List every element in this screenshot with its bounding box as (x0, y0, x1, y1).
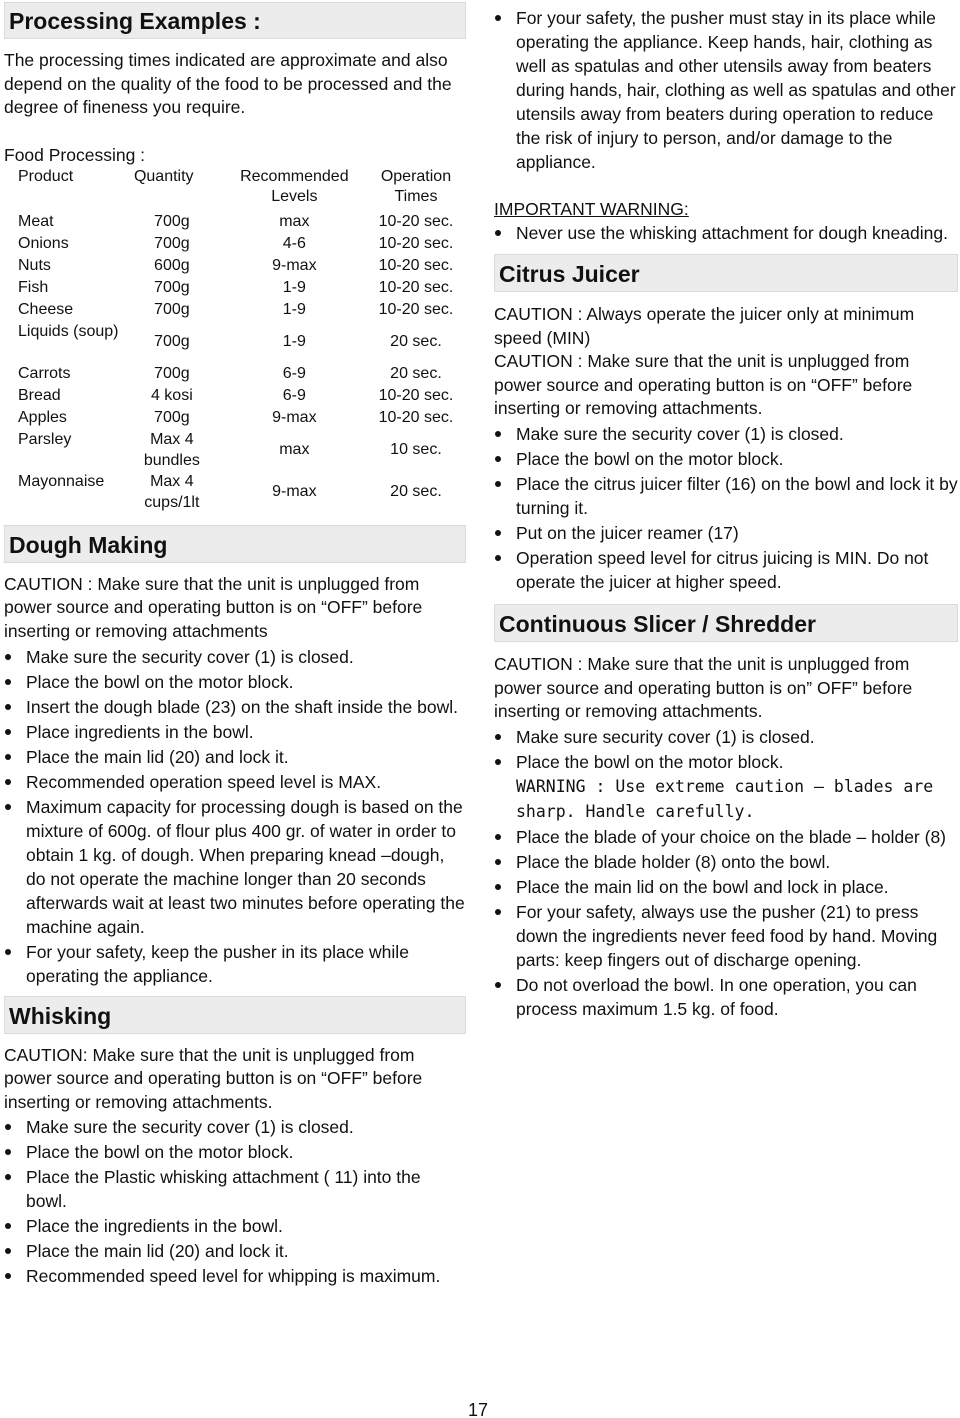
table-row (18, 363, 473, 385)
list-item: Never use the whisking attachment for dough kneading. (494, 221, 958, 245)
cell-level: 6-9 (282, 386, 306, 404)
table-header-row (18, 167, 473, 207)
cell-level: max (279, 212, 310, 230)
list-item: For your safety, always use the pusher (21) to press down the ingredients never feed food by hand. Moving parts: keep fingers out of discharge opening. (494, 900, 958, 972)
list-item: Make sure security cover (1) is closed. (494, 725, 958, 749)
list-item: For your safety, the pusher must stay in its place while operating the appliance. Keep hands, hair, clothing as well as spatulas and other utensils away from beaters during hands, hair, clothing as well as spatulas and other utensils away from beaters during operation to reduce the risk of injury to person, and/or damage to the appliance. (494, 6, 958, 174)
dough-making-heading: Dough Making (4, 525, 466, 563)
list-item: Operation speed level for citrus juicing is MIN. Do not operate the juicer at higher speed. (494, 546, 958, 594)
slicer-steps-list (494, 725, 958, 1021)
cell-level: 4-6 (282, 234, 306, 252)
cell-quantity: 700g (154, 300, 190, 318)
list-item: Insert the dough blade (23) on the shaft inside the bowl. (4, 695, 466, 719)
list-item: Make sure the security cover (1) is closed. (4, 1115, 466, 1139)
cell-time: 10-20 sec. (378, 256, 454, 274)
cell-product: Apples (18, 408, 67, 426)
table-row (18, 429, 473, 471)
important-warning-label: IMPORTANT WARNING: (494, 199, 689, 219)
list-item: Put on the juicer reamer (17) (494, 521, 958, 545)
processing-intro: The processing times indicated are approximate and also depend on the quality of the food to be processed and the degree of fineness you require. (4, 50, 452, 118)
left-column (4, 0, 466, 1289)
dough-steps-list (4, 645, 466, 988)
right-column (494, 6, 958, 1022)
cell-product: Fish (18, 278, 49, 296)
cell-quantity: 700g (154, 234, 190, 252)
slicer-shredder-heading: Continuous Slicer / Shredder (494, 604, 958, 642)
list-item: Place ingredients in the bowl. (4, 720, 466, 744)
slicer-step-text: Place the bowl on the motor block. (516, 751, 784, 772)
citrus-steps-list (494, 422, 958, 594)
slicer-caution: CAUTION : Make sure that the unit is unplugged from power source and operating button is on” OFF” before inserting or removing attachments. (494, 653, 913, 722)
table-row (18, 211, 473, 233)
list-item: Place the blade of your choice on the blade – holder (8) (494, 825, 958, 849)
table-row (18, 321, 473, 363)
table-row (18, 255, 473, 277)
warning-list (494, 221, 958, 245)
list-item: Do not overload the bowl. In one operation, you can process maximum 1.5 kg. of food. (494, 973, 958, 1021)
whisking-caution: CAUTION: Make sure that the unit is unplugged from power source and operating button is on “OFF” before inserting or removing attachments. (4, 1044, 423, 1112)
table-row (18, 407, 473, 429)
cell-product: Mayonnaise (18, 472, 105, 490)
cell-quantity: 700g (154, 333, 190, 351)
list-item: Recommended speed level for whipping is maximum. (4, 1264, 466, 1288)
cell-product: Onions (18, 234, 69, 252)
cell-time: 10-20 sec. (378, 408, 454, 426)
list-item: Recommended operation speed level is MAX. (4, 770, 466, 794)
cell-product: Cheese (18, 300, 74, 318)
cell-time: 10-20 sec. (378, 278, 454, 296)
list-item: Place the main lid (20) and lock it. (4, 745, 466, 769)
list-item: Place the bowl on the motor block. (4, 1140, 466, 1164)
dough-caution: CAUTION : Make sure that the unit is unplugged from power source and operating button is on “OFF” before inserting or removing attachments (4, 573, 423, 641)
cell-product: Bread (18, 386, 61, 404)
cell-level: 9-max (272, 256, 317, 274)
cell-product: Liquids (soup) (18, 322, 119, 340)
whisking-heading: Whisking (4, 996, 466, 1034)
processing-examples-heading: Processing Examples : (4, 2, 466, 39)
cell-level: 9-max (272, 483, 317, 501)
cell-time: 10-20 sec. (378, 386, 454, 404)
cell-level: max (279, 441, 310, 459)
list-item: Place the ingredients in the bowl. (4, 1214, 466, 1238)
list-item: Place the bowl on the motor block. (494, 447, 958, 471)
citrus-juicer-heading: Citrus Juicer (494, 254, 958, 292)
cell-quantity: 700g (154, 212, 190, 230)
table-row (18, 385, 473, 407)
header-times: Operation Times (380, 167, 452, 205)
header-product: Product (18, 167, 74, 185)
cell-time: 20 sec. (390, 333, 442, 351)
page-number: 17 (468, 1400, 489, 1418)
cell-quantity: 600g (154, 256, 190, 274)
blade-warning: WARNING : Use extreme caution – blades are sharp. Handle carefully. (516, 776, 934, 821)
cell-time: 10-20 sec. (378, 300, 454, 318)
cell-quantity: 4 kosi (150, 386, 193, 404)
pusher-safety-list (494, 6, 958, 174)
cell-time: 20 sec. (390, 483, 442, 501)
list-item: Place the bowl on the motor block. (4, 670, 466, 694)
citrus-caution-unplug: CAUTION : Make sure that the unit is unplugged from power source and operating button is on “OFF” before inserting or removing attachments. (494, 351, 913, 419)
cell-time: 20 sec. (390, 364, 442, 382)
cell-product: Carrots (18, 364, 71, 382)
list-item (494, 750, 958, 824)
cell-product: Nuts (18, 256, 51, 274)
citrus-caution-speed: CAUTION : Always operate the juicer only at minimum speed (MIN) (494, 304, 915, 348)
cell-product: Meat (18, 212, 54, 230)
cell-level: 1-9 (282, 278, 306, 296)
whisking-steps-list (4, 1115, 466, 1288)
list-item: Place the main lid on the bowl and lock in place. (494, 875, 958, 899)
cell-time: 10-20 sec. (378, 234, 454, 252)
cell-quantity: Max 4 bundles (143, 430, 200, 469)
cell-level: 1-9 (282, 333, 306, 351)
list-item: Place the main lid (20) and lock it. (4, 1239, 466, 1263)
cell-product: Parsley (18, 430, 72, 448)
cell-quantity: 700g (154, 364, 190, 382)
list-item: Place the citrus juicer filter (16) on the bowl and lock it by turning it. (494, 472, 958, 520)
cell-quantity: 700g (154, 278, 190, 296)
cell-quantity: Max 4 cups/1lt (144, 472, 200, 511)
list-item: For your safety, keep the pusher in its place while operating the appliance. (4, 940, 466, 988)
list-item: Make sure the security cover (1) is closed. (494, 422, 958, 446)
table-row (18, 277, 473, 299)
list-item: Place the blade holder (8) onto the bowl. (494, 850, 958, 874)
cell-quantity: 700g (154, 408, 190, 426)
table-row (18, 233, 473, 255)
cell-level: 9-max (272, 408, 317, 426)
header-levels: Recommended Levels (240, 167, 349, 205)
food-processing-table (18, 167, 473, 513)
table-row (18, 471, 473, 513)
header-quantity: Quantity (133, 167, 194, 185)
cell-level: 1-9 (282, 300, 306, 318)
food-processing-label: Food Processing : (4, 144, 146, 165)
list-item: Maximum capacity for processing dough is based on the mixture of 600g. of flour plus 400 gr. of water in order to obtain 1 kg. of dough. When preparing knead –dough, do not operate the machine longer than 20 seconds afterwards wait at least two minutes before operating the machine again. (4, 795, 466, 939)
cell-time: 10 sec. (390, 441, 442, 459)
cell-level: 6-9 (282, 364, 306, 382)
list-item: Make sure the security cover (1) is closed. (4, 645, 466, 669)
table-row (18, 299, 473, 321)
list-item: Place the Plastic whisking attachment ( 11) into the bowl. (4, 1165, 466, 1213)
cell-time: 10-20 sec. (378, 212, 454, 230)
